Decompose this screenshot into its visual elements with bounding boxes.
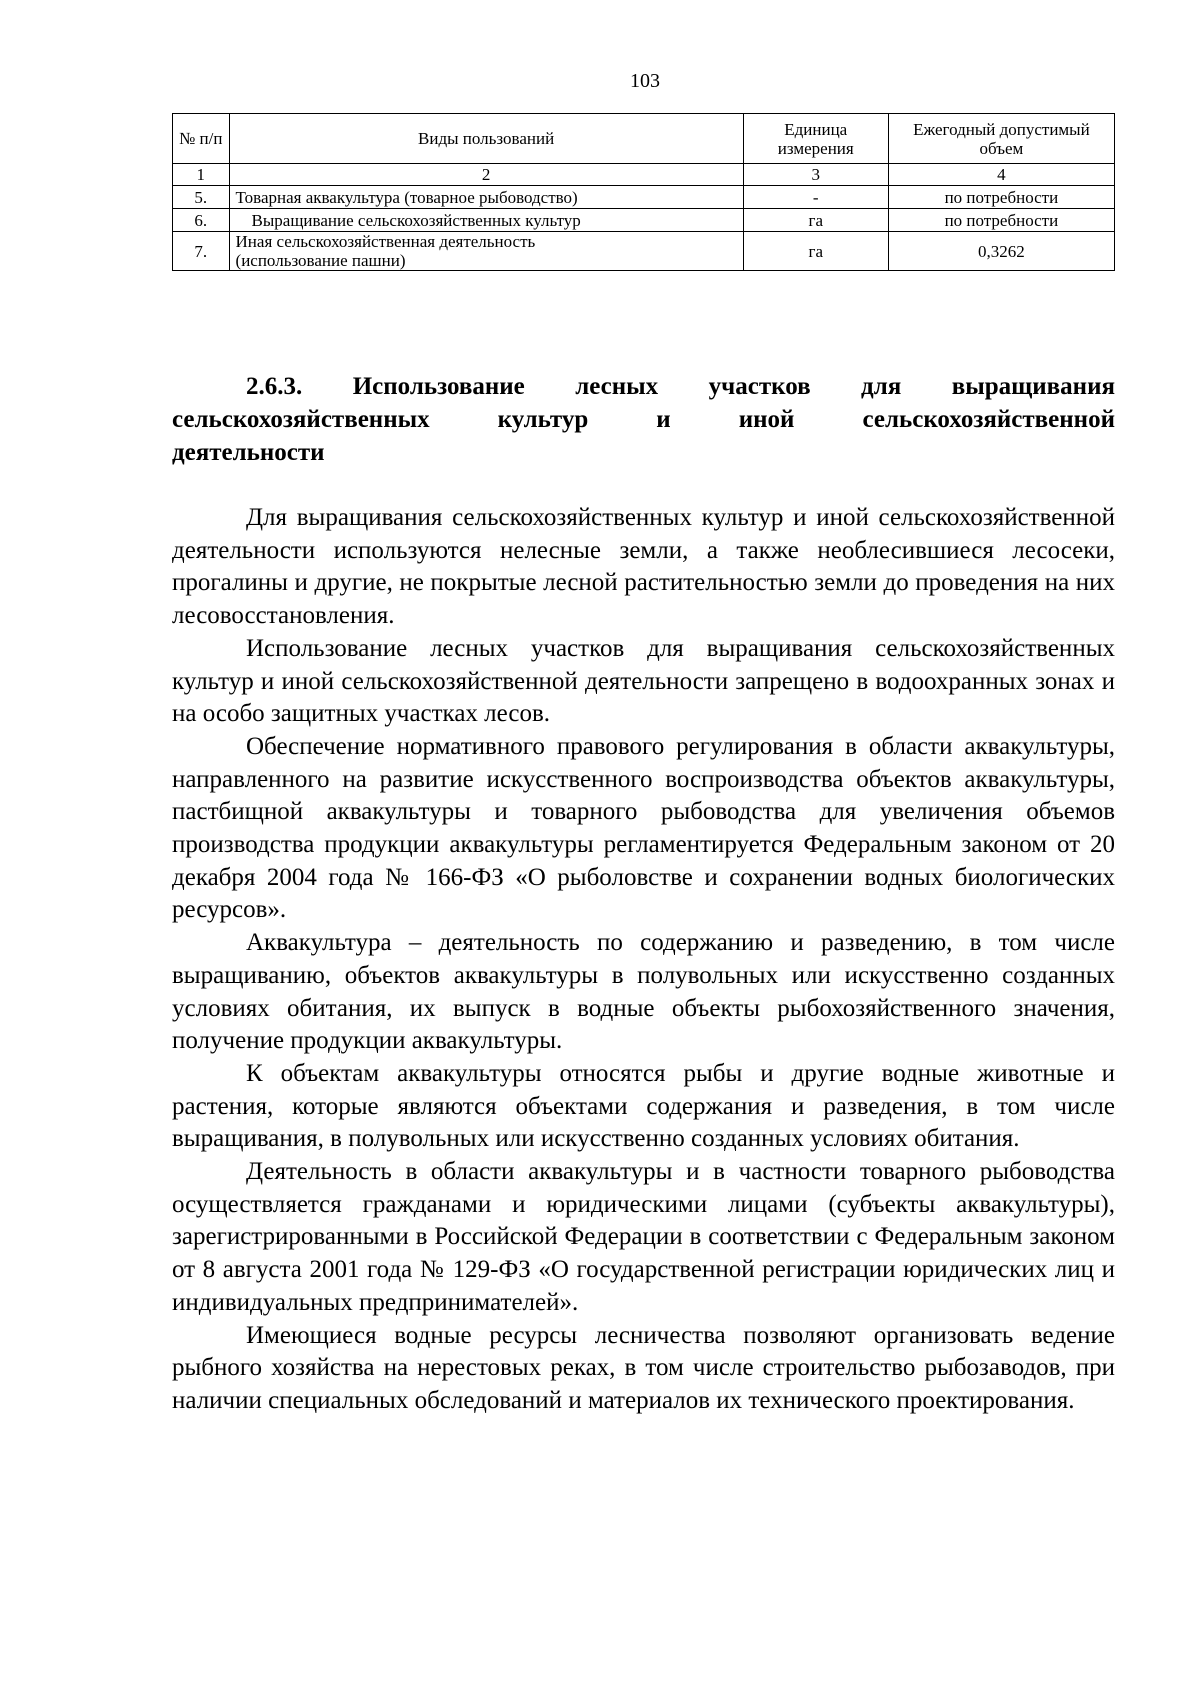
page-number: 103 <box>630 70 660 92</box>
table-row <box>173 209 1115 232</box>
row-kind-line: Иная сельскохозяйственная деятельность <box>235 232 536 251</box>
row-kind: Выращивание сельскохозяйственных культур <box>229 209 743 232</box>
header-unit: Единица измерения <box>743 114 888 164</box>
paragraph: Обеспечение нормативного правового регулирования в области аквакультуры, направленного на развитие искусственного воспроизводства объектов аквакультуры, пастбищной аквакультуры и товарного рыбоводства для увеличения объемов производства продукции аквакультуры регламентируется Федеральным законом от 20 декабря 2004 года № 166-ФЗ «О рыболовстве и сохранении водных биологических ресурсов». <box>172 732 1115 924</box>
header-num: № п/п <box>173 114 230 164</box>
heading-line: деятельности <box>172 439 325 466</box>
index-cell: 4 <box>888 164 1114 186</box>
row-volume: 0,3262 <box>888 232 1114 271</box>
index-cell: 1 <box>173 164 230 186</box>
row-unit: га <box>743 232 888 271</box>
paragraph: К объектам аквакультуры относятся рыбы и другие водные животные и растения, которые являются объектами содержания и разведения, в том числе выращивания, в полувольных или искусственно созданных условиях обитания. <box>172 1059 1115 1153</box>
row-num: 5. <box>173 186 230 209</box>
usage-table <box>172 113 1115 271</box>
table-header-row <box>173 114 1115 164</box>
row-unit: - <box>743 186 888 209</box>
body-text <box>172 502 1115 1418</box>
row-kind: Товарная аквакультура (товарное рыбоводство) <box>229 186 743 209</box>
header-volume: Ежегодный допустимый объем <box>888 114 1114 164</box>
row-num: 7. <box>173 232 230 271</box>
table-index-row <box>173 164 1115 186</box>
heading-line: 2.6.3. Использование лесных участков для выращивания <box>246 373 1115 400</box>
heading-line: сельскохозяйственных культур и иной сельскохозяйственной <box>172 406 1115 433</box>
row-kind-line: (использование пашни) <box>235 251 406 270</box>
paragraph: Имеющиеся водные ресурсы лесничества позволяют организовать ведение рыбного хозяйства на нерестовых реках, в том числе строительство рыбозаводов, при наличии специальных обследований и материалов их технического проектирования. <box>172 1321 1115 1414</box>
table-row <box>173 232 1115 271</box>
header-kind: Виды пользований <box>229 114 743 164</box>
index-cell: 3 <box>743 164 888 186</box>
index-cell: 2 <box>229 164 743 186</box>
section-heading <box>172 370 1115 469</box>
paragraph: Деятельность в области аквакультуры и в частности товарного рыбоводства осуществляется гражданами и юридическими лицами (субъекты аквакультуры), зарегистрированными в Российской Федерации в соответствии с Федеральным законом от 8 августа 2001 года № 129-ФЗ «О государственной регистрации юридических лиц и индивидуальных предпринимателей». <box>172 1158 1115 1316</box>
row-kind <box>229 232 743 271</box>
paragraph: Аквакультура – деятельность по содержанию и разведению, в том числе выращиванию, объектов аквакультуры в полувольных или искусственно созданных условиях обитания, их выпуск в водные объекты рыбохозяйственного значения, получение продукции аквакультуры. <box>172 929 1115 1055</box>
paragraph: Для выращивания сельскохозяйственных культур и иной сельскохозяйственной деятельности используются нелесные земли, а также необлесившиеся лесосеки, прогалины и другие, не покрытые лесной растительностью земли до проведения на них лесовосстановления. <box>172 504 1115 630</box>
row-volume: по потребности <box>888 209 1114 232</box>
row-num: 6. <box>173 209 230 232</box>
row-volume: по потребности <box>888 186 1114 209</box>
paragraph: Использование лесных участков для выращивания сельскохозяйственных культур и иной сельскохозяйственной деятельности запрещено в водоохранных зонах и на особо защитных участках лесов. <box>172 634 1115 728</box>
table-row <box>173 186 1115 209</box>
row-unit: га <box>743 209 888 232</box>
